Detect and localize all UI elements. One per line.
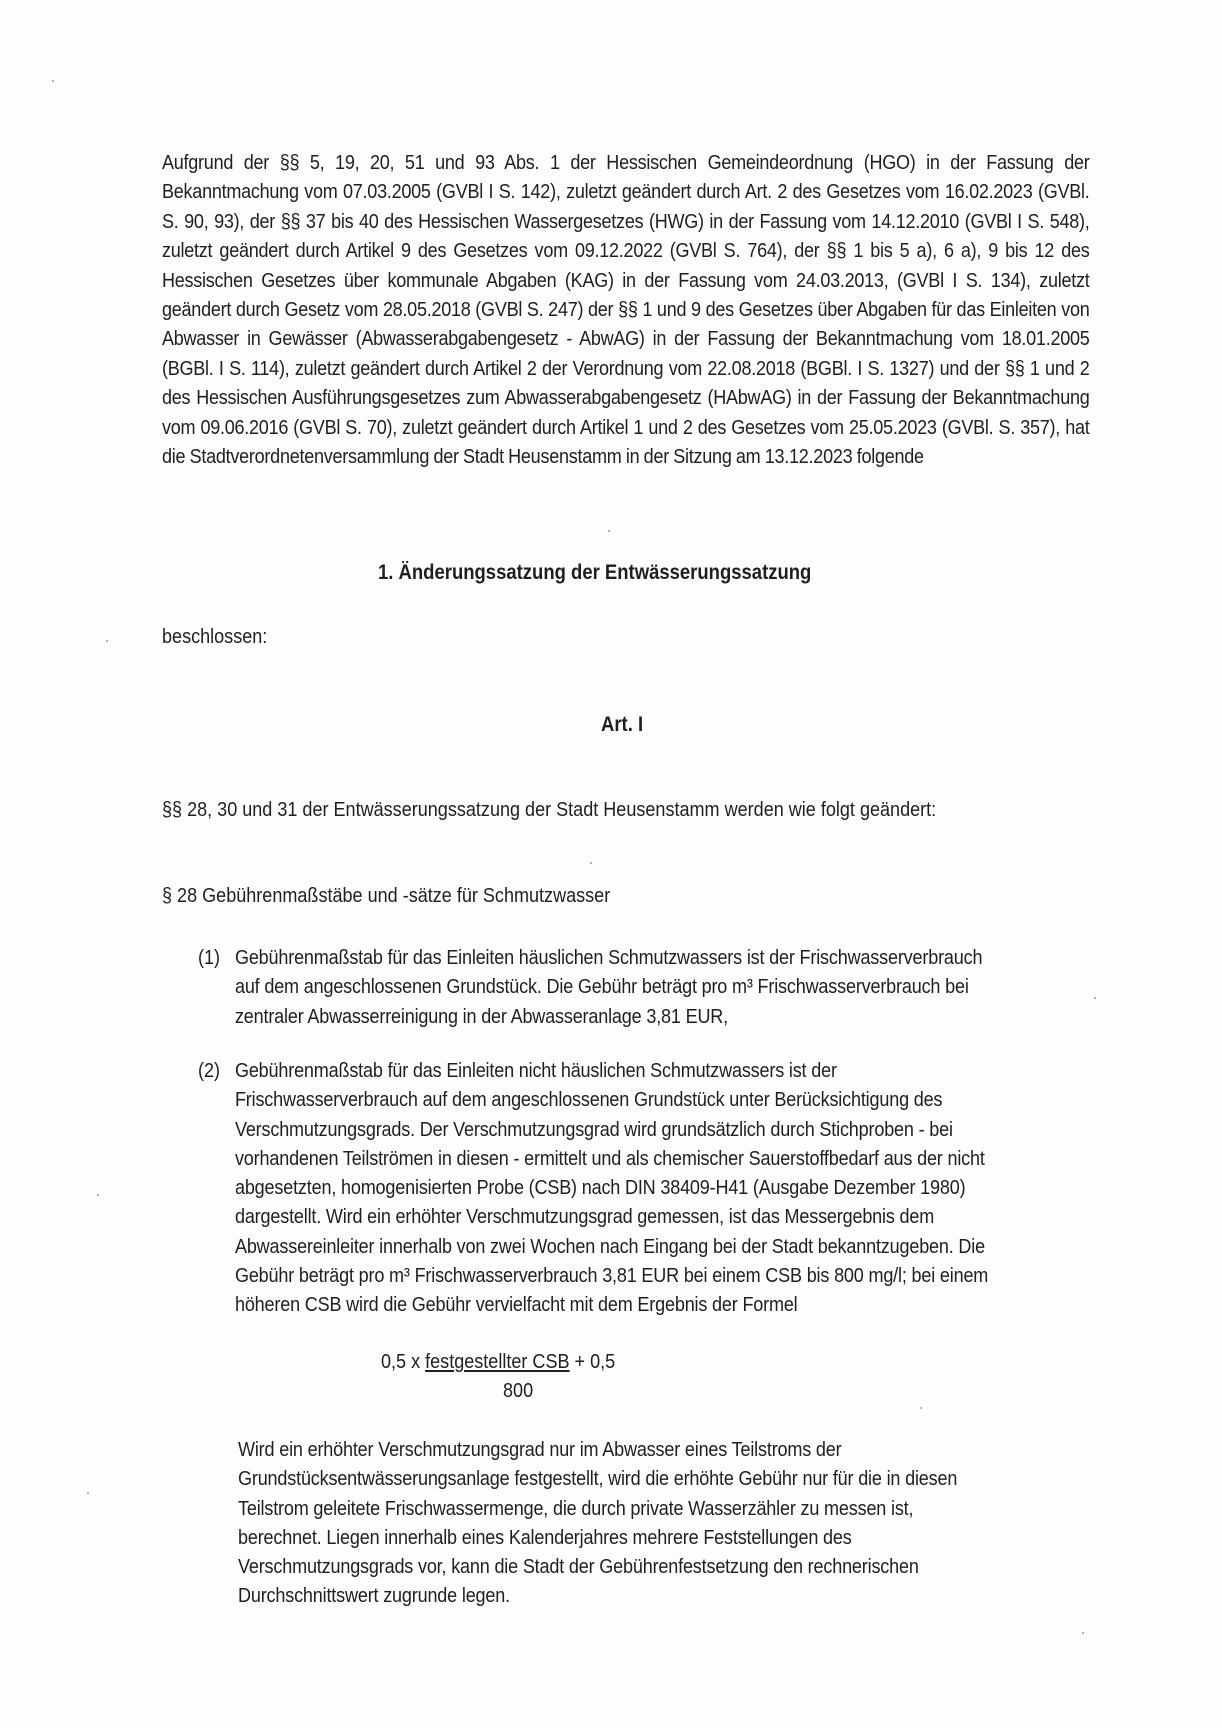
paragraph-line: Verschmutzungsgrads. Der Verschmutzungsgrad wird grundsätzlich durch Stichproben - bei [234, 1117, 953, 1141]
paragraph-line: Abwassereinleiter innerhalb von zwei Wochen nach Eingang bei der Stadt bekanntzugeben. Die [234, 1234, 985, 1258]
scan-speck [106, 640, 108, 642]
paragraph-number: (2) [198, 1059, 221, 1082]
formula-numerator: festgestellter CSB [425, 1350, 570, 1373]
paragraph-line: Gebühr beträgt pro m³ Frischwasserverbrauch 3,81 EUR bei einem CSB bis 800 mg/l; bei einem [234, 1264, 989, 1288]
scan-speck [608, 530, 610, 532]
scan-speck [97, 1194, 99, 1196]
paragraph-line: dargestellt. Wird ein erhöhter Verschmutzungsgrad gemessen, ist das Messergebnis dem [234, 1205, 935, 1229]
paragraph-line: Gebührenmaßstab für das Einleiten häuslichen Schmutzwassers ist der Frischwasserverbrauch [234, 946, 983, 969]
paragraph-2 [198, 1056, 1087, 1320]
formula-suffix: + 0,5 [569, 1350, 616, 1373]
paragraph-line: Frischwasserverbrauch auf dem angeschlossenen Grundstück unter Berücksichtigung des [234, 1088, 943, 1112]
scan-speck [920, 1407, 922, 1409]
scan-speck [52, 80, 54, 82]
formula-prefix: 0,5 x [381, 1350, 426, 1373]
paragraph-number: (1) [198, 946, 221, 969]
formula-denominator: 800 [503, 1379, 534, 1402]
paragraph-line: vorhandenen Teilströmen in diesen - ermittelt und als chemischer Sauerstoffbedarf aus der nicht [234, 1146, 985, 1170]
scan-speck [87, 1492, 89, 1494]
paragraph-line: Gebührenmaßstab für das Einleiten nicht häuslichen Schmutzwassers ist der [234, 1059, 837, 1082]
paragraph-line: zentraler Abwasserreinigung in der Abwasseranlage 3,81 EUR, [234, 1004, 728, 1028]
paragraph-line: Verschmutzungsgrads vor, kann die Stadt der Gebührenfestsetzung den rechnerischen [238, 1555, 919, 1579]
resolution-label: beschlossen: [162, 625, 268, 648]
formula-numerator-line [381, 1350, 615, 1374]
intro-paragraph: Aufgrund der §§ 5, 19, 20, 51 und 93 Abs. 1 der Hessischen Gemeindeordnung (HGO) in der Fassung der Bekanntmachung vom 07.03.2005 (GVBl I S. 142), zuletzt geändert durch Art. 2 des Gesetzes vom 16.02.2023 (GVBl. S. 90, 93), der §§ 37 bis 40 des Hessischen Wassergesetzes (HWG) in der Fassung vom 14.12.2010 (GVBl I S. 548), zuletzt geändert durch Artikel 9 des Gesetzes vom 09.12.2022 (GVBl S. 764), der §§ 1 bis 5 a), 6 a), 9 bis 12 des Hessischen Gesetzes über kommunale Abgaben (KAG) in der Fassung vom 24.03.2013, (GVBl I S. 134), zuletzt geändert durch Gesetz vom 28.05.2018 (GVBl S. 247) der §§ 1 und 9 des Gesetzes über Abgaben für das Einleiten von Abwasser in Gewässer (Abwasserabgabengesetz - AbwAG) in der Fassung der Bekanntmachung vom 18.01.2005 (BGBl. I S. 114), zuletzt geändert durch Artikel 2 der Verordnung vom 22.08.2018 (BGBl. I S. 1327) und der §§ 1 und 2 des Hessischen Ausführungsgesetzes zum Abwasserabgabengesetz (HAbwAG) in der Fassung der Bekanntmachung vom 09.06.2016 (GVBl S. 70), zuletzt geändert durch Artikel 1 und 2 des Gesetzes vom 25.05.2023 (GVBl. S. 357), hat die Stadtverordnetenversammlung der Stadt Heusenstamm in der Sitzung am 13.12.2023 folgende [162, 151, 1090, 469]
paragraph-1 [198, 943, 1087, 1031]
section-heading: § 28 Gebührenmaßstäbe und -sätze für Schmutzwasser [162, 884, 611, 907]
article-heading: Art. I [601, 713, 644, 736]
paragraph-line: berechnet. Liegen innerhalb eines Kalenderjahres mehrere Feststellungen des [238, 1525, 852, 1549]
paragraph-line: Grundstücksentwässerungsanlage festgestellt, wird die erhöhte Gebühr nur für die in diesen [238, 1467, 958, 1491]
scan-speck [1082, 1632, 1084, 1634]
paragraph-line: auf dem angeschlossenen Grundstück. Die Gebühr beträgt pro m³ Frischwasserverbrauch bei [234, 975, 969, 999]
paragraph-line: Durchschnittswert zugrunde legen. [238, 1584, 510, 1608]
scan-speck [590, 862, 592, 864]
scan-speck [1094, 997, 1096, 999]
paragraph-line: höheren CSB wird die Gebühr vervielfacht mit dem Ergebnis der Formel [234, 1293, 798, 1317]
paragraph-line: Wird ein erhöhter Verschmutzungsgrad nur im Abwasser eines Teilstroms der [238, 1438, 842, 1461]
paragraph-line: Teilstrom geleitete Frischwassermenge, die durch private Wasserzähler zu messen ist, [238, 1496, 914, 1520]
closing-paragraph [238, 1435, 1109, 1611]
paragraph-line: abgesetzten, homogenisierten Probe (CSB) nach DIN 38409-H41 (Ausgabe Dezember 1980) [234, 1176, 966, 1200]
amendment-statement: §§ 28, 30 und 31 der Entwässerungssatzung der Stadt Heusenstamm werden wie folgt geändert: [162, 798, 937, 821]
document-title: 1. Änderungssatzung der Entwässerungssatzung [378, 561, 812, 584]
